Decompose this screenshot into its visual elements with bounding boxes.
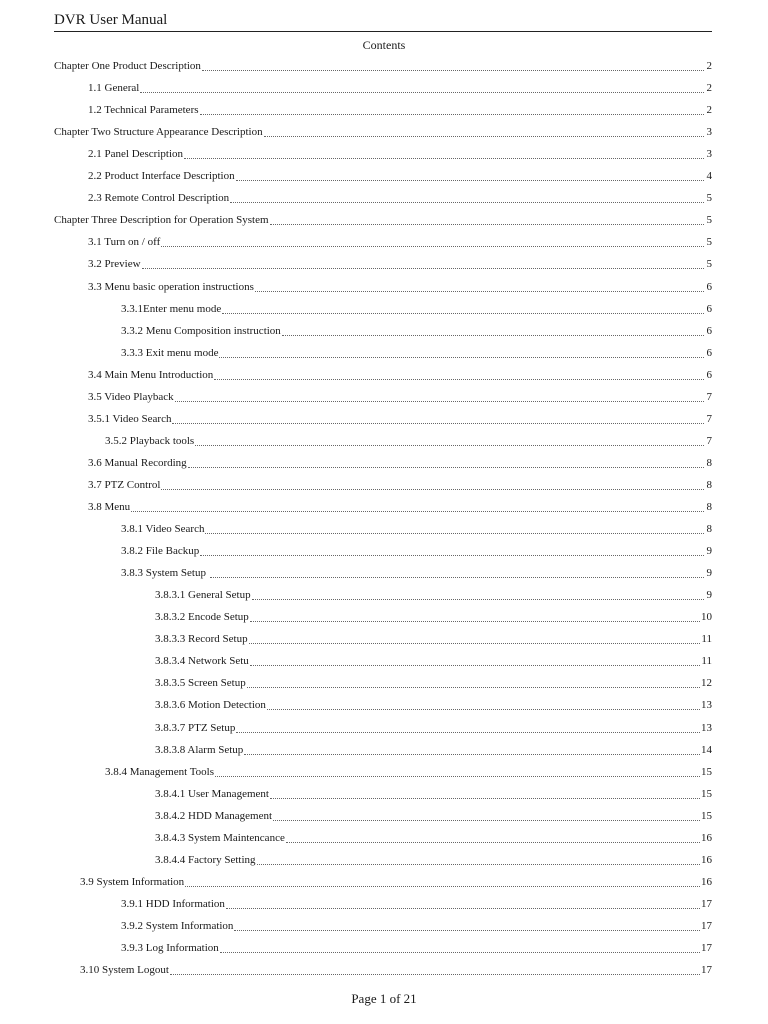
dot-leader	[230, 202, 704, 203]
dot-leader	[249, 643, 701, 644]
dot-leader	[214, 379, 704, 380]
dot-leader	[222, 313, 704, 314]
toc-entry[interactable]	[88, 77, 712, 99]
contents-title: Contents	[362, 38, 406, 52]
toc-entry[interactable]	[155, 805, 712, 827]
toc-entry-label: 3.1 Turn on / off	[88, 236, 161, 249]
toc-entry-page: 16	[701, 853, 712, 866]
toc-entry-page: 2	[706, 104, 712, 117]
toc-entry-label: 3.9.1 HDD Information	[121, 897, 225, 910]
toc-entry-page: 2	[706, 82, 712, 95]
toc-entry-label: 3.5.2 Playback tools	[105, 434, 195, 447]
toc-entry-label: 3.8.3.4 Network Setu	[155, 655, 249, 668]
toc-entry-label: 2.3 Remote Control Description	[88, 192, 230, 205]
toc-entry[interactable]	[155, 606, 712, 628]
toc-entry-page: 12	[701, 677, 712, 690]
toc-entry-page: 8	[706, 523, 712, 536]
toc-entry-label: 3.5 Video Playback	[88, 390, 174, 403]
toc-entry-page: 6	[706, 302, 712, 315]
toc-entry[interactable]	[155, 827, 712, 849]
toc-entry[interactable]	[155, 717, 712, 739]
toc-entry[interactable]	[121, 937, 712, 959]
toc-entry-label: 3.8.3 System Setup	[121, 567, 209, 580]
toc-entry-label: 3.8.4.3 System Maintencance	[155, 831, 285, 844]
dot-leader	[200, 555, 704, 556]
toc-entry-page: 16	[701, 875, 712, 888]
dot-leader	[131, 511, 704, 512]
toc-entry-page: 8	[706, 501, 712, 513]
dot-leader	[282, 335, 704, 336]
dot-leader	[161, 246, 704, 247]
dot-leader	[185, 886, 700, 887]
toc-entry-label: 3.8.3.3 Record Setup	[155, 633, 248, 646]
dot-leader	[270, 798, 700, 799]
toc-entry-page: 5	[706, 214, 712, 227]
toc-entry-page: 5	[706, 236, 712, 249]
toc-entry-page: 15	[701, 765, 712, 778]
toc-entry-page: 6	[706, 324, 712, 337]
toc-entry[interactable]	[121, 342, 712, 364]
toc-entry-page: 4	[706, 170, 712, 183]
toc-entry[interactable]	[121, 298, 712, 320]
dot-leader	[215, 776, 700, 777]
toc-entry-page: 15	[701, 809, 712, 822]
toc-entry-page: 17	[701, 942, 712, 954]
toc-entry[interactable]	[121, 518, 712, 540]
dot-leader	[247, 687, 700, 688]
dot-leader	[170, 974, 700, 975]
dot-leader	[250, 621, 700, 622]
toc-entry[interactable]	[88, 253, 712, 275]
dot-leader	[172, 423, 704, 424]
toc-entry-label: Chapter One Product Description	[54, 60, 201, 72]
toc-entry[interactable]	[88, 99, 712, 121]
dot-leader	[252, 599, 704, 600]
dot-leader	[210, 577, 704, 578]
toc-entry-page: 3	[706, 126, 712, 139]
toc-entry-label: 3.7 PTZ Control	[88, 478, 161, 491]
dot-leader	[220, 952, 700, 953]
dot-leader	[257, 864, 700, 865]
toc-entry[interactable]	[80, 871, 712, 893]
toc-entry-page: 6	[706, 368, 712, 381]
toc-entry-page: 16	[701, 831, 712, 844]
toc-entry[interactable]	[88, 276, 712, 298]
toc-entry-page: 2	[706, 60, 712, 72]
document-header: DVR User Manual	[54, 10, 712, 32]
toc-entry-label: 3.9.2 System Information	[121, 919, 234, 932]
toc-entry-label: 3.3.2 Menu Composition instruction	[121, 324, 281, 337]
toc-entry-page: 7	[706, 390, 712, 403]
toc-entry-page: 6	[706, 346, 712, 359]
dot-leader	[161, 489, 704, 490]
toc-entry-page: 6	[706, 280, 712, 293]
toc-entry[interactable]	[80, 959, 712, 981]
toc-entry[interactable]	[88, 143, 712, 165]
toc-entry[interactable]	[88, 364, 712, 386]
toc-entry-label: 3.8.2 File Backup	[121, 545, 200, 558]
toc-entry-label: 3.4 Main Menu Introduction	[88, 368, 214, 381]
toc-entry[interactable]	[155, 849, 712, 871]
toc-entry[interactable]	[88, 187, 712, 209]
toc-entry-label: 3.8.3.8 Alarm Setup	[155, 743, 244, 756]
toc-entry[interactable]	[88, 496, 712, 518]
toc-entry-page: 10	[701, 611, 712, 624]
toc-entry-page: 8	[706, 456, 712, 469]
toc-entry[interactable]	[155, 672, 712, 694]
dot-leader	[236, 732, 700, 733]
toc-entry[interactable]	[54, 209, 712, 231]
dot-leader	[175, 401, 704, 402]
toc-entry-label: 3.8.4.4 Factory Setting	[155, 853, 256, 866]
dot-leader	[244, 754, 700, 755]
toc-entry-label: 3.6 Manual Recording	[88, 456, 187, 469]
dot-leader	[195, 445, 704, 446]
toc-entry-label: 3.8.1 Video Search	[121, 523, 205, 536]
toc-entry-label: 2.2 Product Interface Description	[88, 170, 235, 183]
toc-entry[interactable]	[88, 386, 712, 408]
toc-entry-page: 5	[706, 258, 712, 271]
toc-entry-label: 3.8.4.1 User Management	[155, 787, 269, 800]
dot-leader	[264, 136, 704, 137]
toc-entry[interactable]	[155, 628, 712, 650]
dot-leader	[270, 224, 704, 225]
toc-entry-page: 17	[701, 919, 712, 932]
toc-entry-label: 3.8.3.1 General Setup	[155, 589, 251, 602]
toc-entry-page: 9	[706, 567, 712, 580]
dot-leader	[188, 467, 704, 468]
toc-entry-label: 3.9.3 Log Information	[121, 942, 219, 954]
toc-entry-label: Chapter Three Description for Operation System	[54, 214, 269, 227]
dot-leader	[202, 70, 704, 71]
dot-leader	[234, 930, 700, 931]
toc-entry-page: 9	[706, 589, 712, 602]
toc-entry[interactable]	[121, 320, 712, 342]
toc-entry-page: 3	[706, 148, 712, 161]
toc-entry-page: 11	[701, 655, 712, 668]
page-number: Page 1 of 21	[351, 991, 417, 1006]
toc-entry-page: 5	[706, 192, 712, 205]
toc-entry-label: 3.8.4 Management Tools	[105, 765, 215, 778]
toc-entry-page: 15	[701, 787, 712, 800]
toc-entry-page: 17	[701, 897, 712, 910]
toc-entry[interactable]	[88, 474, 712, 496]
toc-entry[interactable]	[121, 540, 712, 562]
toc-entry-label: 3.3 Menu basic operation instructions	[88, 280, 254, 293]
dot-leader	[236, 180, 704, 181]
toc-entry-page: 14	[701, 743, 712, 756]
toc-entry-page: 17	[701, 964, 712, 977]
toc-entry[interactable]	[155, 584, 712, 606]
toc-entry-label: 1.2 Technical Parameters	[88, 104, 199, 117]
toc-entry-label: 3.8 Menu	[88, 501, 131, 513]
toc-entry[interactable]	[121, 893, 712, 915]
toc-entry-label: 3.8.3.7 PTZ Setup	[155, 721, 236, 734]
toc-entry-label: 3.8.3.2 Encode Setup	[155, 611, 249, 624]
toc-entry-label: 3.5.1 Video Search	[88, 412, 172, 425]
dot-leader	[200, 114, 704, 115]
toc-entry-label: 3.8.3.5 Screen Setup	[155, 677, 246, 690]
toc-entry-page: 9	[706, 545, 712, 558]
toc-entry[interactable]	[121, 915, 712, 937]
toc-entry-label: 3.8.4.2 HDD Management	[155, 809, 273, 822]
toc-entry-page: 13	[701, 699, 712, 712]
toc-entry[interactable]	[155, 783, 712, 805]
toc-entry-label: 3.3.3 Exit menu mode	[121, 346, 219, 359]
toc-entry-page: 11	[701, 633, 712, 646]
toc-entry[interactable]	[155, 694, 712, 716]
toc-entry[interactable]	[105, 761, 712, 783]
dot-leader	[219, 357, 704, 358]
dot-leader	[226, 908, 700, 909]
toc-entry-page: 8	[706, 478, 712, 491]
dot-leader	[142, 268, 704, 269]
dot-leader	[205, 533, 704, 534]
toc-entry[interactable]	[155, 650, 712, 672]
toc-entry-label: 1.1 General	[88, 82, 140, 95]
dot-leader	[184, 158, 704, 159]
dot-leader	[140, 92, 704, 93]
toc-entry[interactable]	[105, 430, 712, 452]
toc-entry-label: 3.10 System Logout	[80, 964, 169, 977]
toc-entry[interactable]	[88, 231, 712, 253]
toc-entry[interactable]	[121, 562, 712, 584]
toc-entry-label: Chapter Two Structure Appearance Description	[54, 126, 263, 139]
toc-entry[interactable]	[54, 121, 712, 143]
dot-leader	[255, 291, 704, 292]
toc-entry-page: 7	[706, 412, 712, 425]
toc-entry-label: 3.9 System Information	[80, 875, 185, 888]
toc-entry-page: 7	[706, 434, 712, 447]
toc-entry-label: 3.8.3.6 Motion Detection	[155, 699, 266, 712]
toc-entry[interactable]	[155, 739, 712, 761]
dot-leader	[273, 820, 700, 821]
toc-entry[interactable]	[54, 55, 712, 77]
toc-entry[interactable]	[88, 452, 712, 474]
dot-leader	[250, 665, 701, 666]
toc-entry[interactable]	[88, 408, 712, 430]
dot-leader	[267, 709, 700, 710]
toc-entry-label: 3.3.1Enter menu mode	[121, 302, 222, 315]
dot-leader	[286, 842, 700, 843]
toc-entry[interactable]	[88, 165, 712, 187]
toc-entry-page: 13	[701, 721, 712, 734]
toc-entry-label: 3.2 Preview	[88, 258, 141, 271]
toc-entry-label: 2.1 Panel Description	[88, 148, 184, 161]
